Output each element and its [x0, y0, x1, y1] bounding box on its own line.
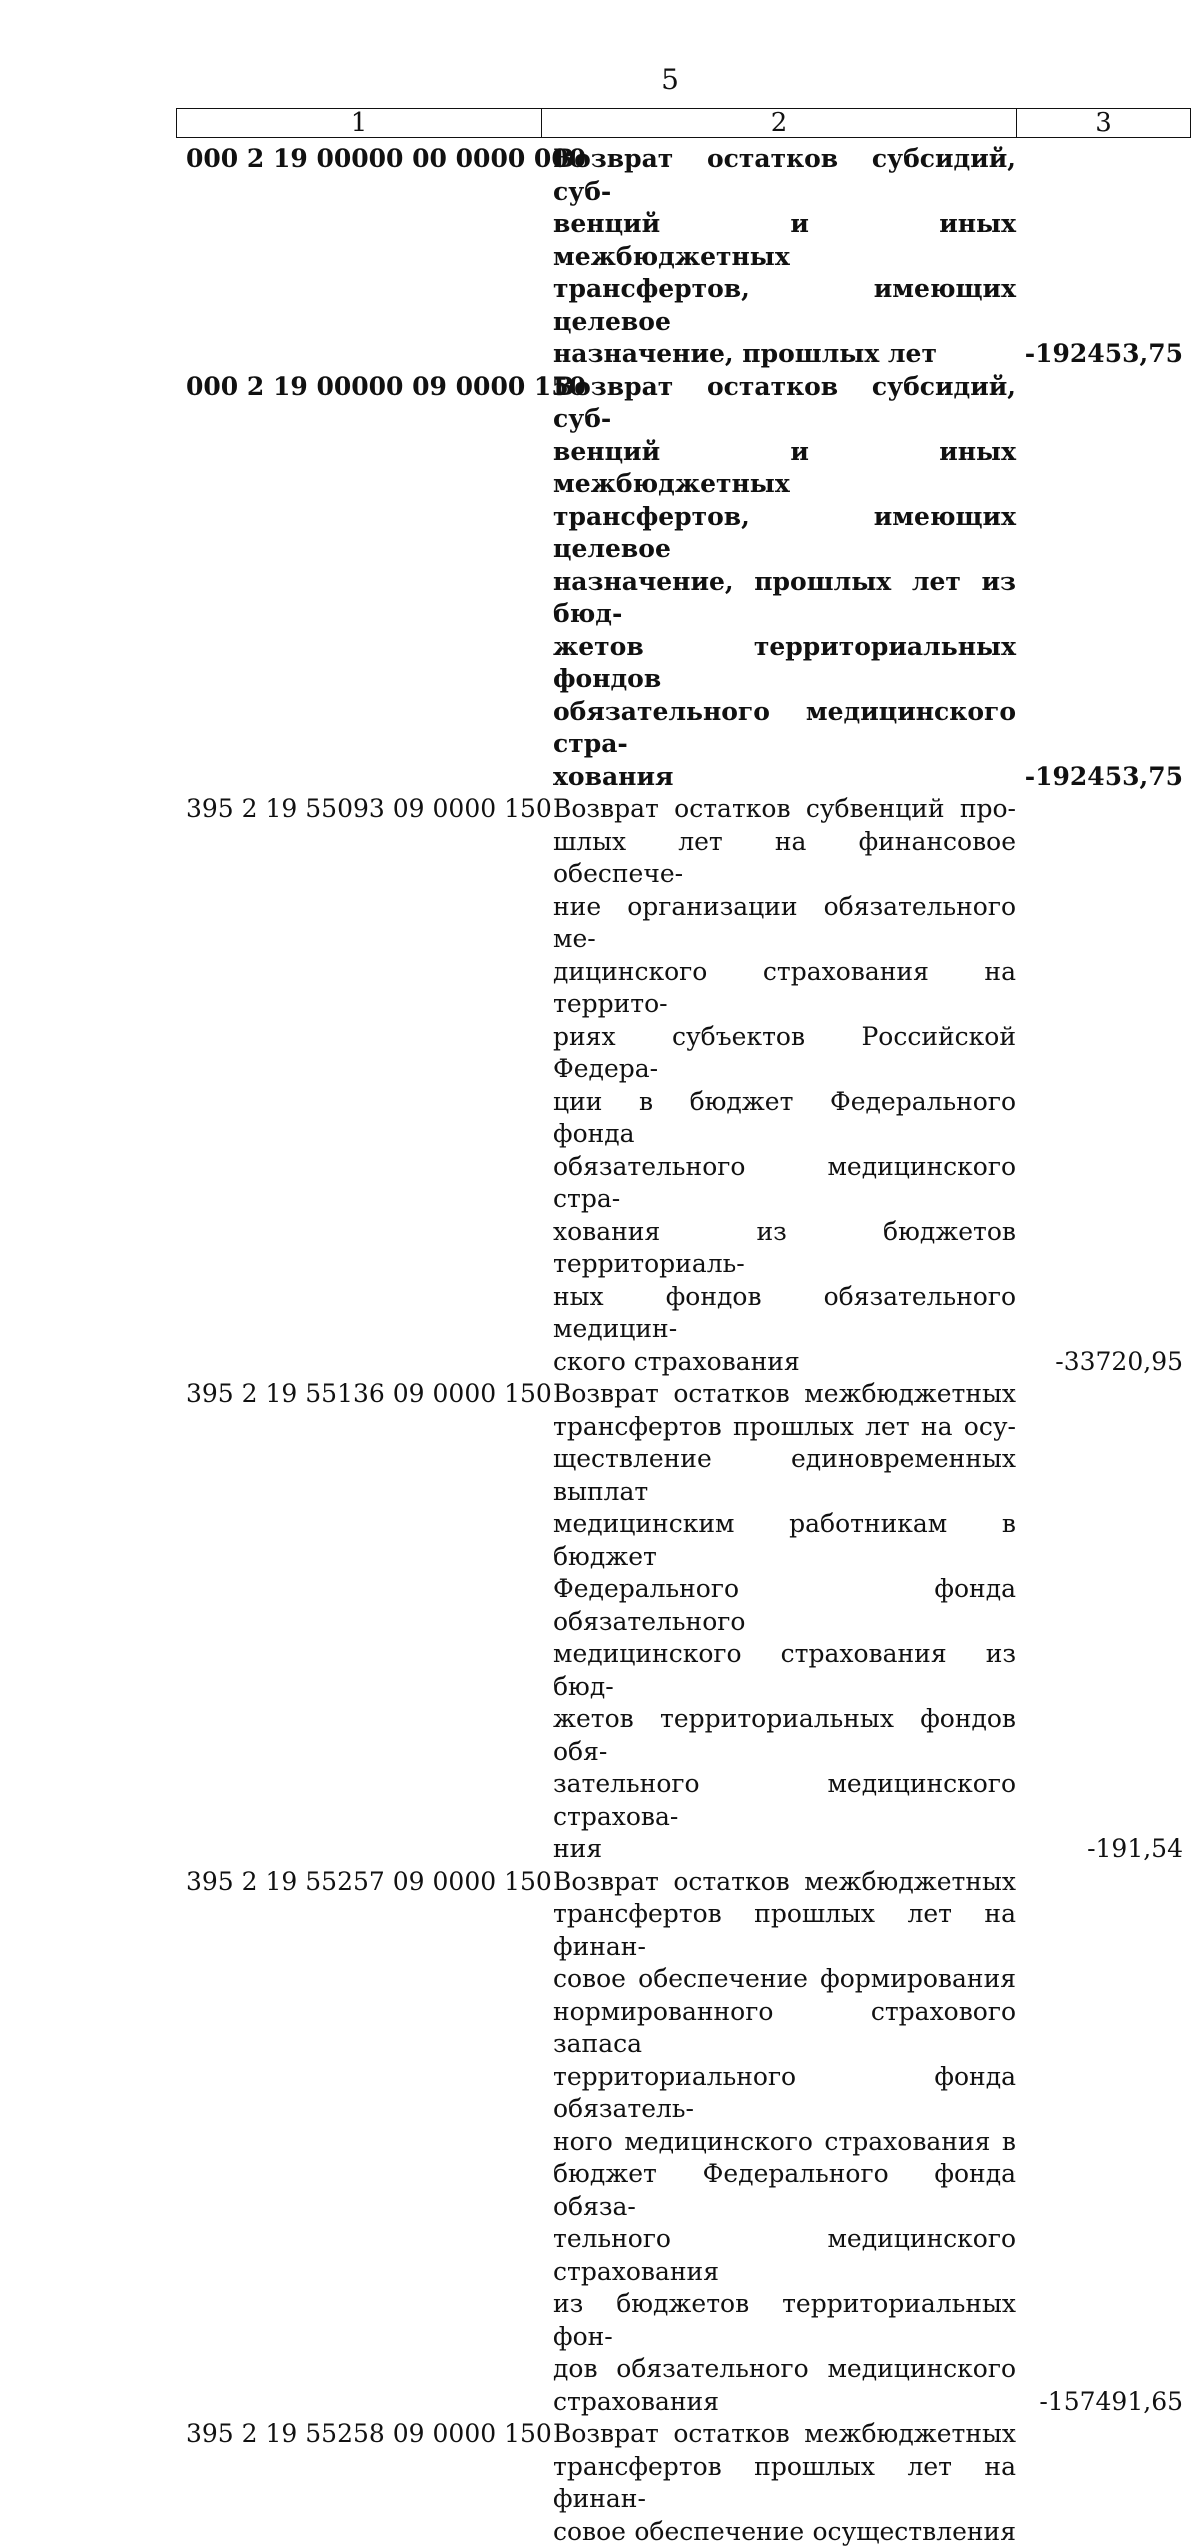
budget-description — [553, 793, 1016, 1378]
column-header-1: 1 — [177, 109, 542, 137]
description-line: нормированного страхового запаса — [553, 1996, 1016, 2061]
budget-description — [553, 371, 1016, 794]
table-row — [176, 793, 1191, 1378]
table-body — [176, 143, 1191, 2548]
budget-description — [553, 1378, 1016, 1866]
description-line: ского страхования — [553, 1346, 1016, 1379]
table-row — [176, 371, 1191, 794]
budget-code: 395 2 19 55093 09 0000 150 — [176, 793, 541, 1378]
description-line: ции в бюджет Федерального фонда — [553, 1086, 1016, 1151]
description-line: совое обеспечение формирования — [553, 1963, 1016, 1996]
description-line: трансфертов прошлых лет на финан- — [553, 1898, 1016, 1963]
description-line: хования из бюджетов территориаль- — [553, 1216, 1016, 1281]
column-header-2: 2 — [542, 109, 1017, 137]
description-line: назначение, прошлых лет — [553, 338, 1016, 371]
description-line: ных фондов обязательного медицин- — [553, 1281, 1016, 1346]
description-line: жетов территориальных фондов — [553, 631, 1016, 696]
description-line: медицинского страхования из бюд- — [553, 1638, 1016, 1703]
description-line: ние организации обязательного ме- — [553, 891, 1016, 956]
column-header-3: 3 — [1017, 109, 1190, 137]
description-line: трансфертов, имеющих целевое — [553, 501, 1016, 566]
amount-value: -192453,75 — [1025, 761, 1183, 794]
description-line: дов обязательного медицинского — [553, 2353, 1016, 2386]
description-line: территориального фонда обязатель- — [553, 2061, 1016, 2126]
description-line: ного медицинского страхования в — [553, 2126, 1016, 2159]
description-line: назначение, прошлых лет из бюд- — [553, 566, 1016, 631]
amount-value: -191,54 — [1087, 1833, 1183, 1866]
budget-code: 395 2 19 55136 09 0000 150 — [176, 1378, 541, 1866]
description-line: ния — [553, 1833, 1016, 1866]
description-line: Федерального фонда обязательного — [553, 1573, 1016, 1638]
description-line: ществление единовременных выплат — [553, 1443, 1016, 1508]
description-line: Возврат остатков субсидий, суб- — [553, 371, 1016, 436]
description-line: трансфертов, имеющих целевое — [553, 273, 1016, 338]
table-row — [176, 143, 1191, 371]
page-number: 5 — [0, 64, 1200, 96]
description-line: венций и иных межбюджетных — [553, 208, 1016, 273]
budget-description — [553, 1866, 1016, 2419]
description-line: Возврат остатков межбюджетных — [553, 1866, 1016, 1899]
description-line: страхования — [553, 2386, 1016, 2419]
description-line: Возврат остатков межбюджетных — [553, 2418, 1016, 2451]
budget-code: 000 2 19 00000 09 0000 150 — [176, 371, 541, 794]
amount-value: -157491,65 — [1039, 2386, 1183, 2419]
description-line: из бюджетов территориальных фон- — [553, 2288, 1016, 2353]
table-row — [176, 2418, 1191, 2548]
description-line: медицинским работникам в бюджет — [553, 1508, 1016, 1573]
budget-code: 000 2 19 00000 00 0000 000 — [176, 143, 541, 371]
description-line: Возврат остатков субвенций про- — [553, 793, 1016, 826]
description-line: жетов территориальных фондов обя- — [553, 1703, 1016, 1768]
description-line: шлых лет на финансовое обеспече- — [553, 826, 1016, 891]
description-line: трансфертов прошлых лет на финан- — [553, 2451, 1016, 2516]
description-line: совое обеспечение осуществления — [553, 2516, 1016, 2548]
amount-value: -33720,95 — [1055, 1346, 1183, 1379]
budget-code: 395 2 19 55258 09 0000 150 — [176, 2418, 541, 2548]
description-line: Возврат остатков межбюджетных — [553, 1378, 1016, 1411]
amount-value: -192453,75 — [1025, 338, 1183, 371]
description-line: обязательного медицинского стра- — [553, 696, 1016, 761]
table-row — [176, 1378, 1191, 1866]
budget-description — [553, 143, 1016, 371]
budget-description — [553, 2418, 1016, 2548]
description-line: тельного медицинского страхования — [553, 2223, 1016, 2288]
budget-code: 395 2 19 55257 09 0000 150 — [176, 1866, 541, 2419]
description-line: бюджет Федерального фонда обяза- — [553, 2158, 1016, 2223]
table-header — [176, 108, 1191, 138]
description-line: трансфертов прошлых лет на осу- — [553, 1411, 1016, 1444]
description-line: зательного медицинского страхова- — [553, 1768, 1016, 1833]
table-row — [176, 1866, 1191, 2419]
description-line: Возврат остатков субсидий, суб- — [553, 143, 1016, 208]
description-line: обязательного медицинского стра- — [553, 1151, 1016, 1216]
description-line: хования — [553, 761, 1016, 794]
description-line: венций и иных межбюджетных — [553, 436, 1016, 501]
description-line: дицинского страхования на террито- — [553, 956, 1016, 1021]
description-line: риях субъектов Российской Федера- — [553, 1021, 1016, 1086]
